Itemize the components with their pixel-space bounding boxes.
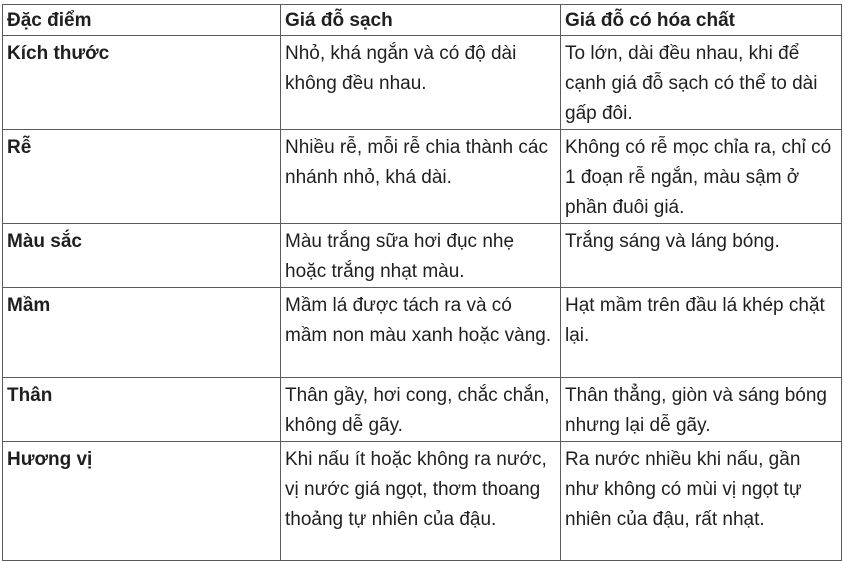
table-row bbox=[3, 288, 842, 378]
chemical-cell: Ra nước nhiều khi nấu, gần như không có mùi vị ngọt tự nhiên của đậu, rất nhạt. bbox=[561, 442, 842, 561]
feature-cell: Thân bbox=[3, 378, 281, 442]
table-row bbox=[3, 36, 842, 130]
feature-cell: Mầm bbox=[3, 288, 281, 378]
feature-cell: Hương vị bbox=[3, 442, 281, 561]
clean-cell: Nhiều rễ, mỗi rễ chia thành các nhánh nhỏ, khá dài. bbox=[281, 130, 561, 224]
comparison-table bbox=[2, 4, 842, 561]
table-row bbox=[3, 224, 842, 288]
table-row bbox=[3, 442, 842, 561]
chemical-cell: Không có rễ mọc chỉa ra, chỉ có 1 đoạn rễ ngắn, màu sậm ở phần đuôi giá. bbox=[561, 130, 842, 224]
clean-cell: Màu trắng sữa hơi đục nhẹ hoặc trắng nhạt màu. bbox=[281, 224, 561, 288]
clean-cell: Khi nấu ít hoặc không ra nước, vị nước giá ngọt, thơm thoang thoảng tự nhiên của đậu. bbox=[281, 442, 561, 561]
clean-cell: Mầm lá được tách ra và có mầm non màu xanh hoặc vàng. bbox=[281, 288, 561, 378]
chemical-cell: Thân thẳng, giòn và sáng bóng nhưng lại dễ gãy. bbox=[561, 378, 842, 442]
feature-cell: Kích thước bbox=[3, 36, 281, 130]
feature-cell: Màu sắc bbox=[3, 224, 281, 288]
header-clean-sprouts: Giá đỗ sạch bbox=[281, 5, 561, 36]
chemical-cell: Trắng sáng và láng bóng. bbox=[561, 224, 842, 288]
table-row bbox=[3, 378, 842, 442]
header-chemical-sprouts: Giá đỗ có hóa chất bbox=[561, 5, 842, 36]
clean-cell: Nhỏ, khá ngắn và có độ dài không đều nhau. bbox=[281, 36, 561, 130]
clean-cell: Thân gầy, hơi cong, chắc chắn, không dễ gãy. bbox=[281, 378, 561, 442]
feature-cell: Rễ bbox=[3, 130, 281, 224]
chemical-cell: To lớn, dài đều nhau, khi để cạnh giá đỗ sạch có thể to dài gấp đôi. bbox=[561, 36, 842, 130]
header-feature: Đặc điểm bbox=[3, 5, 281, 36]
table-row bbox=[3, 130, 842, 224]
table-header-row bbox=[3, 5, 842, 36]
chemical-cell: Hạt mầm trên đầu lá khép chặt lại. bbox=[561, 288, 842, 378]
